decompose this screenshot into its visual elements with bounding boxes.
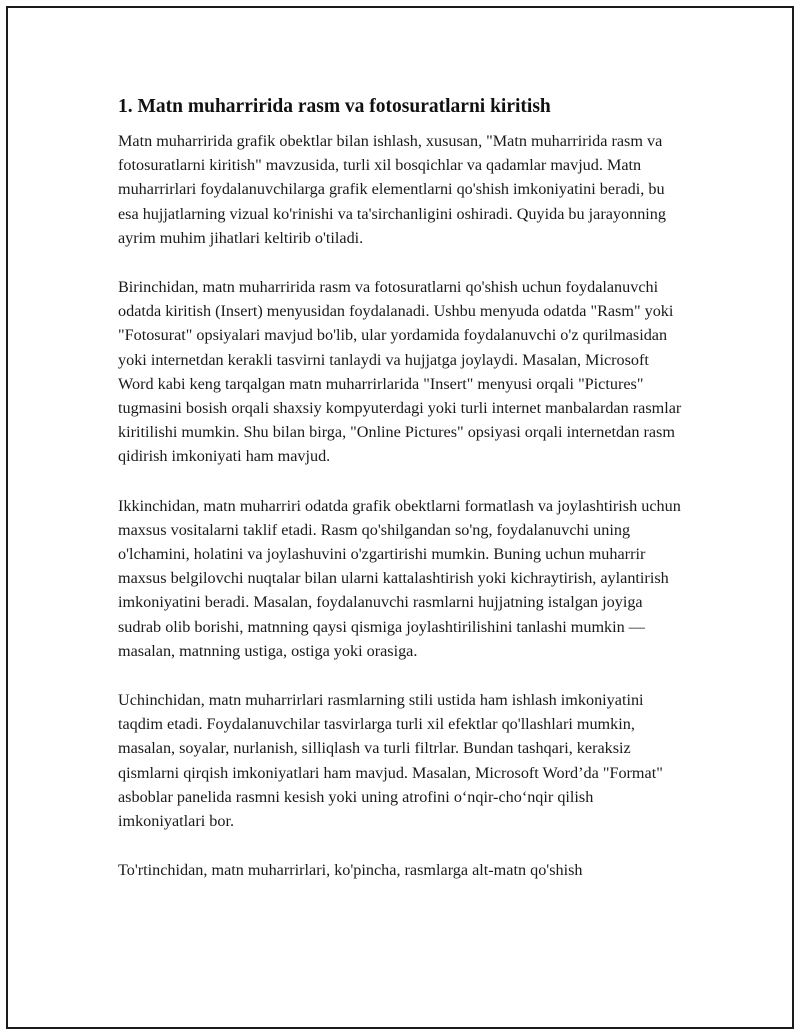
paragraph-second: Ikkinchidan, matn muharriri odatda grafik obektlarni formatlash va joylashtirish uchun maxsus vositalarni taklif etadi. Rasm qo'shilgandan so'ng, foydalanuvchi uning o'lchamini, holatini va joylashuvini o'zgartirishi mumkin. Buning uchun muharrir maxsus belgilovchi nuqtalar bilan ularni kattalashtirish yoki kichraytirish, aylantirish imkoniyatini beradi. Masalan, foydalanuvchi rasmlarni hujjatning istalgan joyiga sudrab olib borishi, matnning qaysi qismiga joylashtirilishini tanlashi mumkin — masalan, matnning ustiga, ostiga yoki orasiga. (118, 496, 681, 660)
document-body (118, 93, 684, 907)
paragraph-fourth: To'rtinchidan, matn muharrirlari, ko'pincha, rasmlarga alt-matn qo'shish (118, 861, 583, 880)
paragraph-intro: Matn muharririda grafik obektlar bilan ishlash, xususan, "Matn muharririda rasm va fotosuratlarni kiritish" mavzusida, turli xil bosqichlar va qadamlar mavjud. Matn muharrirlari foydalanuvchilarga grafik elementlarni qo'shish imkoniyatini beradi, bu esa hujjatlarning vizual ko'rinishi va ta'sirchanligini oshiradi. Quyida bu jarayonning ayrim muhim jihatlari keltirib o'tiladi. (118, 132, 666, 247)
paragraph-third: Uchinchidan, matn muharrirlari rasmlarning stili ustida ham ishlash imkoniyatini taqdim etadi. Foydalanuvchilar tasvirlarga turli xil efektlar qo'llashlari mumkin, masalan, soyalar, nurlanish, silliqlash va turli filtrlar. Bundan tashqari, keraksiz qismlarni qirqish imkoniyatlari ham mavjud. Masalan, Microsoft Word’da "Format" asboblar panelida rasmni kesish yoki uning atrofini o‘nqir-cho‘nqir qilish imkoniyatlari bor. (118, 691, 663, 831)
document-heading: 1. Matn muharririda rasm va fotosuratlarni kiritish (118, 96, 551, 117)
paragraph-first: Birinchidan, matn muharririda rasm va fotosuratlarni qo'shish uchun foydalanuvchi odatda kiritish (Insert) menyusidan foydalanadi. Ushbu menyuda odatda "Rasm" yoki "Fotosurat" opsiyalari mavjud bo'lib, ular yordamida foydalanuvchi o'z qurilmasidan yoki internetdan kerakli tasvirni tanlaydi va hujjatga joylaydi. Masalan, Microsoft Word kabi keng tarqalgan matn muharrirlarida "Insert" menyusi orqali "Pictures" tugmasini bosish orqali shaxsiy kompyuterdagi yoki turli internet manbalardan rasmlar kiritilishi mumkin. Shu bilan birga, "Online Pictures" opsiyasi orqali internetdan rasm qidirish imkoniyati ham mavjud. (118, 278, 682, 466)
